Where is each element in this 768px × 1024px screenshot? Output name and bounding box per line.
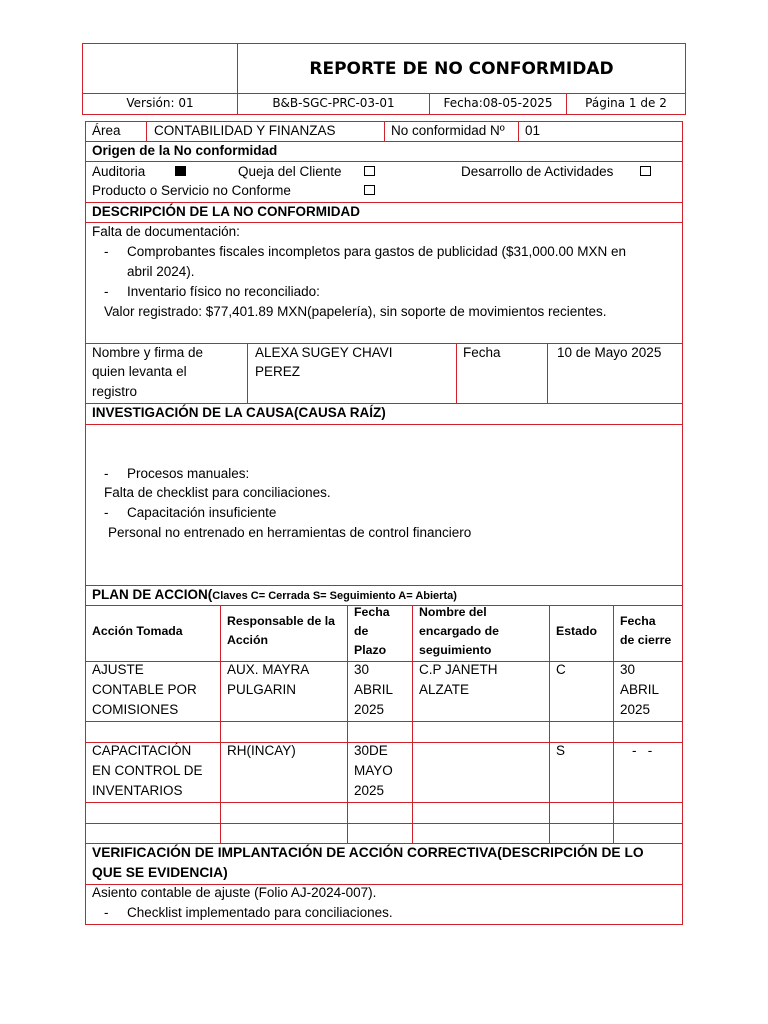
registrant-date-value: 10 de Mayo 2025 bbox=[557, 345, 662, 360]
bullet-dash: - bbox=[104, 905, 109, 920]
row1-tracker-2: ALZATE bbox=[419, 682, 470, 697]
description-bullet-1: Comprobantes fiscales incompletos para gastos de publicidad ($31,000.00 MXN en bbox=[127, 244, 627, 259]
row1-status: C bbox=[556, 662, 566, 677]
area-value: CONTABILIDAD Y FINANZAS bbox=[154, 123, 336, 138]
origin-option-auditoria: Auditoria bbox=[92, 164, 146, 179]
desarrollo-checkbox[interactable] bbox=[640, 166, 651, 176]
col-plazo-2: de bbox=[354, 624, 369, 638]
col-encargado-2: encargado de bbox=[419, 624, 499, 638]
queja-checkbox[interactable] bbox=[364, 166, 375, 176]
row1-responsible-1: AUX. MAYRA bbox=[227, 662, 310, 677]
page-number: Página 1 de 2 bbox=[585, 96, 667, 110]
origin-option-queja: Queja del Cliente bbox=[238, 164, 342, 179]
row1-close-2: ABRIL bbox=[620, 682, 660, 697]
col-plazo-1: Fecha bbox=[354, 605, 390, 619]
verification-heading-2: QUE SE EVIDENCIA) bbox=[92, 865, 228, 880]
col-estado: Estado bbox=[556, 624, 597, 638]
version-label: Versión: 01 bbox=[126, 96, 194, 110]
row1-close-1: 30 bbox=[620, 662, 636, 677]
investigation-bullet-2: Capacitación insuficiente bbox=[127, 505, 277, 520]
plan-heading bbox=[92, 585, 457, 606]
registrant-label-3: registro bbox=[92, 384, 138, 399]
origin-option-producto: Producto o Servicio no Conforme bbox=[92, 183, 291, 198]
col-plazo-3: Plazo bbox=[354, 643, 387, 657]
registrant-name-1: ALEXA SUGEY CHAVI bbox=[255, 345, 393, 360]
plan-heading-main: PLAN DE ACCION( bbox=[92, 587, 213, 602]
verification-heading-1: VERIFICACIÓN DE IMPLANTACIÓN DE ACCIÓN CORRECTIVA(DESCRIPCIÓN DE LO bbox=[92, 845, 644, 860]
description-intro: Falta de documentación: bbox=[92, 224, 240, 239]
col-responsable-2: Acción bbox=[227, 633, 268, 647]
auditoria-checkbox[interactable] bbox=[175, 166, 186, 176]
origin-option-desarrollo: Desarrollo de Actividades bbox=[461, 164, 614, 179]
row2-action-3: INVENTARIOS bbox=[92, 783, 183, 798]
nc-number-value: 01 bbox=[525, 123, 541, 138]
row1-deadline-2: ABRIL bbox=[354, 682, 394, 697]
origin-heading: Origen de la No conformidad bbox=[92, 143, 278, 158]
row1-close-3: 2025 bbox=[620, 702, 651, 717]
registrant-date-label: Fecha bbox=[463, 345, 501, 360]
row1-responsible-2: PULGARIN bbox=[227, 682, 297, 697]
row2-action-2: EN CONTROL DE bbox=[92, 763, 203, 778]
col-cierre-1: Fecha bbox=[620, 614, 656, 628]
row1-tracker-1: C.P JANETH bbox=[419, 662, 498, 677]
col-encargado-1: Nombre del bbox=[419, 605, 487, 619]
bullet-dash: - bbox=[104, 244, 109, 259]
verification-line-1: Asiento contable de ajuste (Folio AJ-2024-007). bbox=[92, 885, 377, 900]
description-extra: Valor registrado: $77,401.89 MXN(papelería), sin soporte de movimientos recientes. bbox=[104, 304, 607, 319]
row2-deadline-1: 30DE bbox=[354, 743, 388, 758]
col-cierre-2: de cierre bbox=[620, 633, 672, 647]
bullet-dash: - bbox=[104, 505, 109, 520]
row1-deadline-3: 2025 bbox=[354, 702, 385, 717]
investigation-line-2: Personal no entrenado en herramientas de control financiero bbox=[108, 525, 472, 540]
row2-status: S bbox=[556, 743, 566, 758]
document-code: B&B-SGC-PRC-03-01 bbox=[272, 96, 395, 110]
row2-action-1: CAPACITACIÓN bbox=[92, 743, 192, 758]
bullet-dash: - bbox=[104, 466, 109, 481]
description-bullet-2: Inventario físico no reconciliado: bbox=[127, 284, 320, 299]
col-encargado-3: seguimiento bbox=[419, 643, 492, 657]
row2-responsible-1: RH(INCAY) bbox=[227, 743, 296, 758]
verification-bullet-1: Checklist implementado para conciliaciones. bbox=[127, 905, 393, 920]
row1-deadline-1: 30 bbox=[354, 662, 370, 677]
col-accion-tomada: Acción Tomada bbox=[92, 624, 183, 638]
nc-number-label: No conformidad Nº bbox=[391, 123, 505, 138]
header-date: Fecha:08-05-2025 bbox=[443, 96, 553, 110]
row1-action-1: AJUSTE bbox=[92, 662, 144, 677]
investigation-heading: INVESTIGACIÓN DE LA CAUSA(CAUSA RAÍZ) bbox=[92, 405, 386, 420]
description-heading: DESCRIPCIÓN DE LA NO CONFORMIDAD bbox=[92, 204, 361, 219]
row2-deadline-3: 2025 bbox=[354, 783, 385, 798]
registrant-name-2: PEREZ bbox=[255, 364, 301, 379]
row2-close: - - bbox=[632, 743, 653, 758]
row1-action-3: COMISIONES bbox=[92, 702, 179, 717]
description-bullet-1-cont: abril 2024). bbox=[127, 264, 195, 279]
bullet-dash: - bbox=[104, 284, 109, 299]
col-responsable-1: Responsable de la bbox=[227, 614, 335, 628]
investigation-bullet-1: Procesos manuales: bbox=[127, 466, 250, 481]
area-label: Área bbox=[92, 123, 121, 138]
row2-deadline-2: MAYO bbox=[354, 763, 393, 778]
row1-action-2: CONTABLE POR bbox=[92, 682, 197, 697]
report-title: REPORTE DE NO CONFORMIDAD bbox=[309, 59, 614, 79]
producto-checkbox[interactable] bbox=[364, 185, 375, 195]
registrant-label-2: quien levanta el bbox=[92, 364, 187, 379]
investigation-line-1: Falta de checklist para conciliaciones. bbox=[104, 485, 331, 500]
plan-heading-keys: Claves C= Cerrada S= Seguimiento A= Abierta) bbox=[212, 590, 457, 602]
registrant-label-1: Nombre y firma de bbox=[92, 345, 204, 360]
